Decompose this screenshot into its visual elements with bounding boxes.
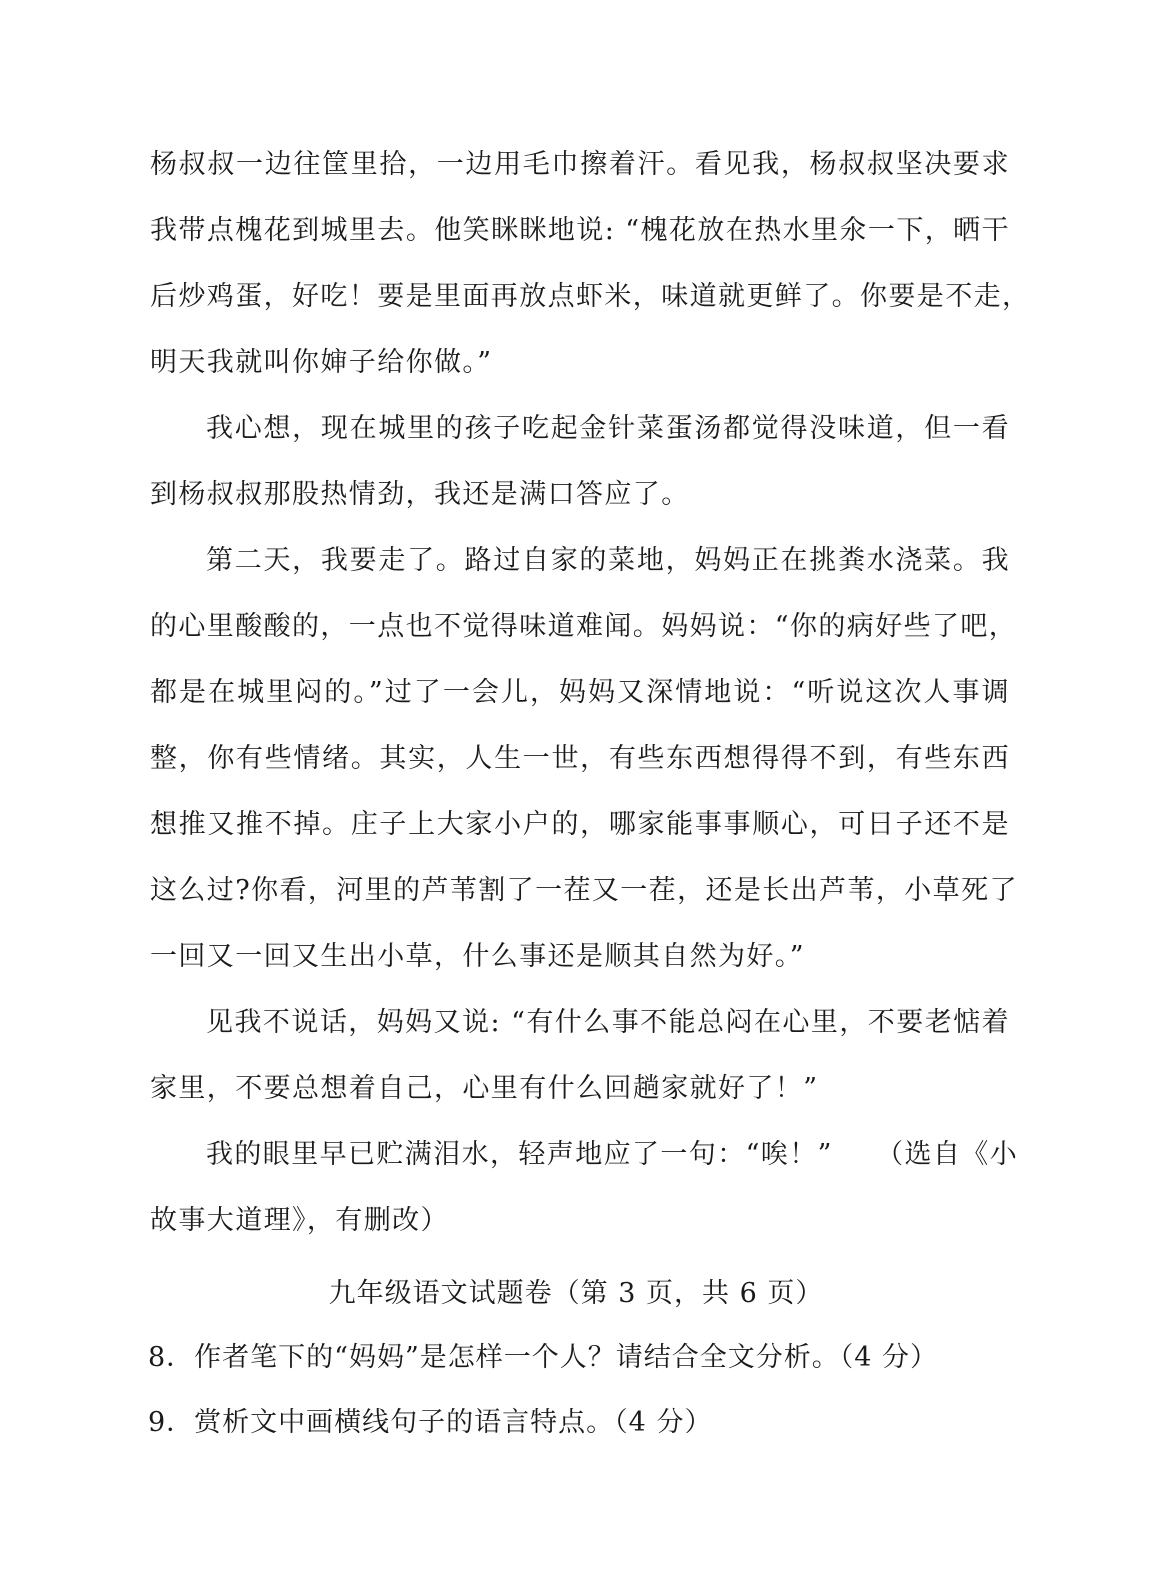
- passage-line: 到杨叔叔那股热情劲，我还是满口答应了。: [150, 479, 690, 510]
- passage-line: 这么过?你看，河里的芦苇割了一茬又一茬，还是长出芦苇，小草死了: [150, 875, 1018, 906]
- passage-line: 杨叔叔一边往筐里拾，一边用毛巾擦着汗。看见我，杨叔叔坚决要求: [150, 149, 1010, 180]
- passage-line: 明天我就叫你婶子给你做。”: [150, 347, 493, 378]
- question-9: 9．赏析文中画横线句子的语言特点。（4 分）: [148, 1407, 713, 1438]
- page-footer: 九年级语文试题卷（第 3 页，共 6 页）: [328, 1278, 824, 1309]
- passage-line: 故事大道理》，有删改）: [150, 1205, 449, 1236]
- passage: [150, 147, 1031, 1269]
- question-8: 8．作者笔下的“妈妈”是怎样一个人？请结合全文分析。（4 分）: [148, 1342, 939, 1373]
- passage-line: 见我不说话，妈妈又说: “有什么事不能总闷在心里，不要老惦着: [206, 1007, 1010, 1038]
- passage-line: 我的眼里早已贮满泪水，轻声地应了一句：“唉！” （选自《小: [206, 1139, 1019, 1170]
- passage-line: 整，你有些情绪。其实，人生一世，有些东西想得得不到，有些东西: [150, 743, 1010, 774]
- passage-line: 我心想，现在城里的孩子吃起金针菜蛋汤都觉得没味道，但一看: [206, 413, 1010, 444]
- passage-line: 家里，不要总想着自己，心里有什么回趟家就好了！”: [150, 1073, 819, 1104]
- passage-line: 一回又一回又生出小草，什么事还是顺其自然为好。”: [150, 941, 805, 972]
- passage-line: 的心里酸酸的，一点也不觉得味道难闻。妈妈说：“你的病好些了吧，: [150, 611, 1018, 642]
- passage-line: 我带点槐花到城里去。他笑眯眯地说: “槐花放在热水里氽一下，晒干: [150, 215, 1010, 246]
- passage-line: 都是在城里闷的。”过了一会儿，妈妈又深情地说：“听说这次人事调: [150, 677, 1010, 708]
- passage-line: 后炒鸡蛋，好吃！要是里面再放点虾米，味道就更鲜了。你要是不走，: [150, 281, 1031, 312]
- passage-line: 想推又推不掉。庄子上大家小户的，哪家能事事顺心，可日子还不是: [150, 809, 1010, 840]
- passage-line: 第二天，我要走了。路过自家的菜地，妈妈正在挑粪水浇菜。我: [206, 545, 1010, 576]
